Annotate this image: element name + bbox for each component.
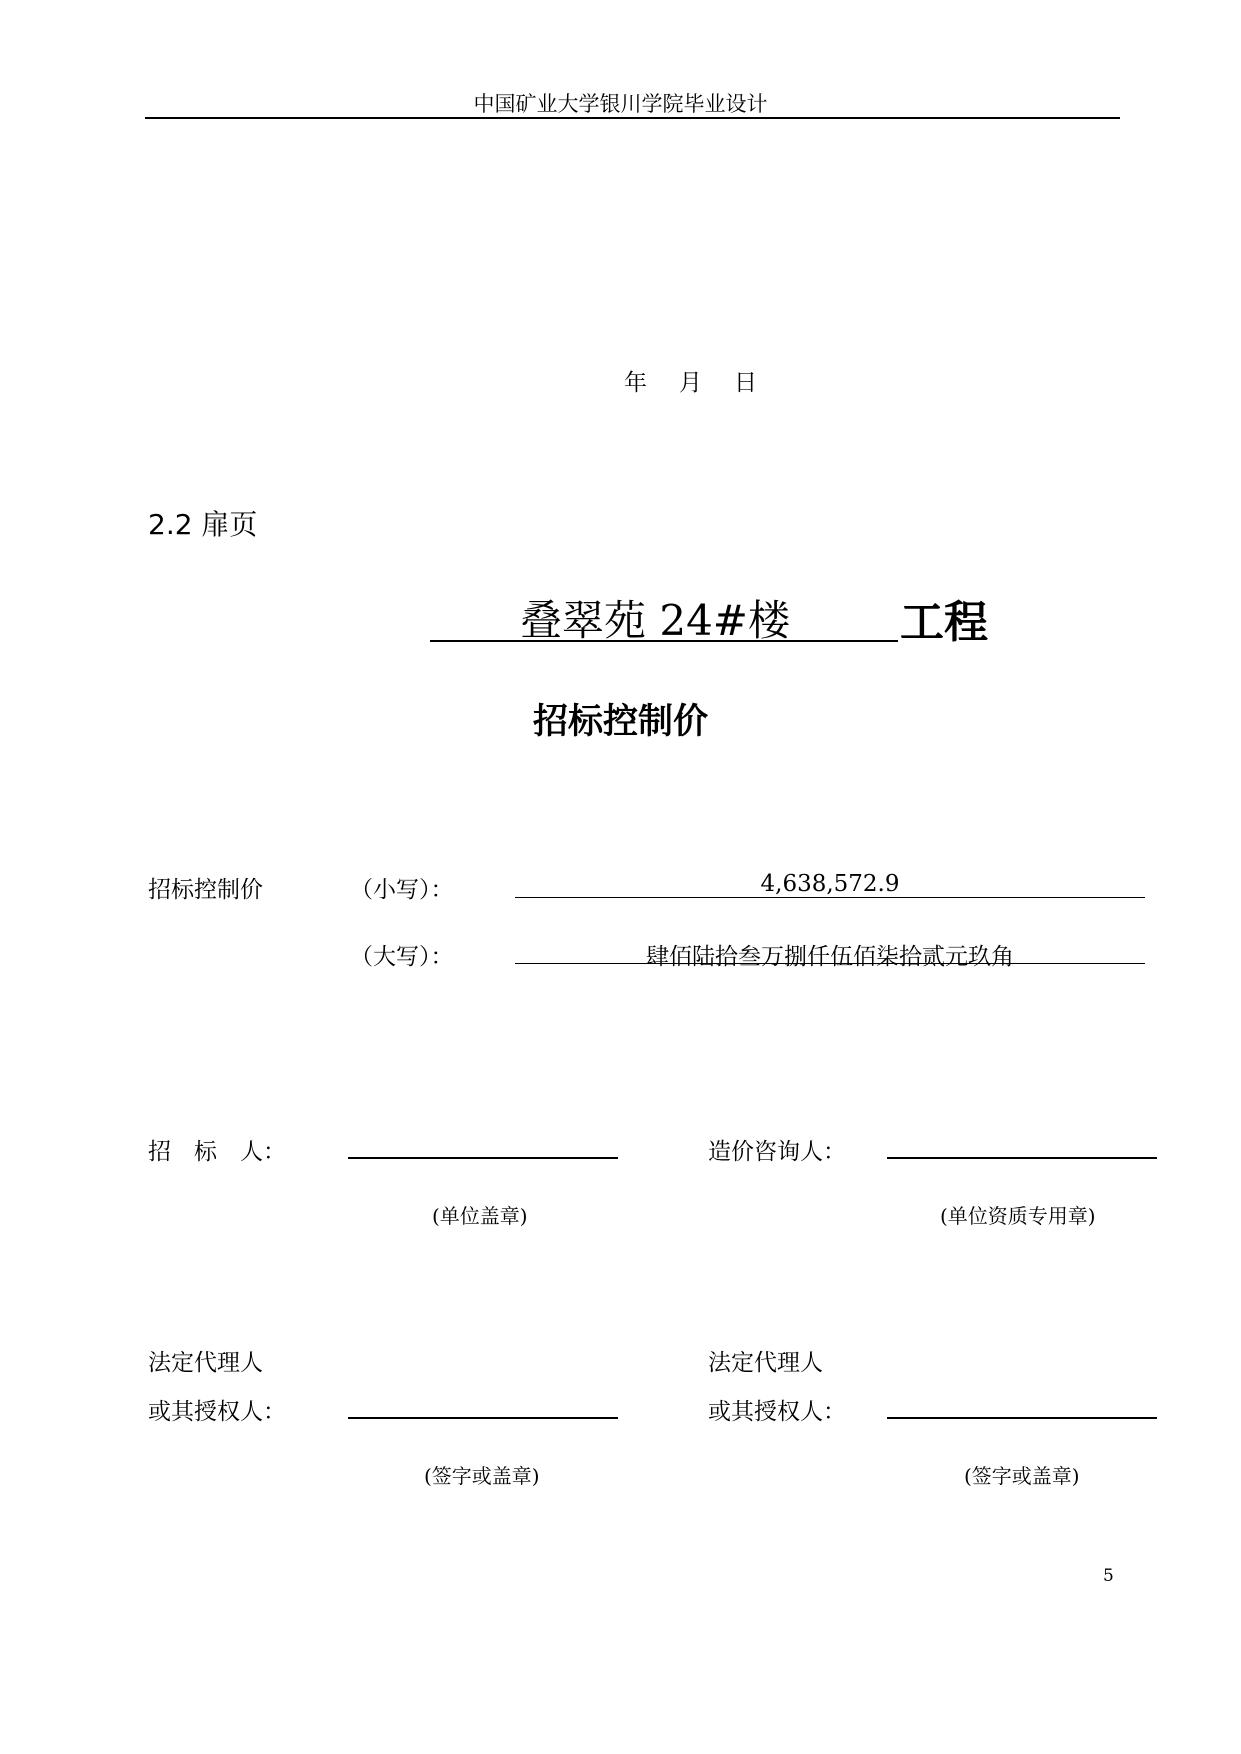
project-suffix: 工程 — [900, 597, 988, 648]
consultant-signature-line — [887, 1157, 1157, 1159]
price-small-value: 4,638,572.9 — [760, 871, 900, 897]
legal-rep-left-line2: 或其授权人： — [148, 1399, 286, 1425]
legal-rep-left-note: (签字或盖章) — [424, 1464, 540, 1488]
tenderer-label: 招 标 人： — [148, 1139, 286, 1165]
consultant-label: 造价咨询人： — [708, 1139, 846, 1165]
page-number: 5 — [1103, 1566, 1114, 1586]
legal-rep-right-line2: 或其授权人： — [708, 1399, 846, 1425]
price-large-underline — [515, 963, 1145, 964]
document-title: 招标控制价 — [532, 702, 708, 742]
date-line — [624, 364, 757, 397]
tenderer-signature-line — [348, 1157, 618, 1159]
legal-rep-left-line1: 法定代理人 — [148, 1350, 263, 1376]
legal-rep-right-signature-line — [887, 1417, 1157, 1419]
tenderer-note: (单位盖章) — [432, 1204, 528, 1228]
running-header: 中国矿业大学银川学院毕业设计 — [473, 92, 768, 116]
price-large-value: 肆佰陆拾叁万捌仟伍佰柒拾贰元玖角 — [646, 944, 1014, 970]
project-name-underline — [430, 640, 898, 642]
price-small-underline — [515, 897, 1145, 898]
section-heading: 2.2 扉页 — [148, 508, 258, 541]
header-rule — [145, 117, 1120, 119]
legal-rep-right-line1: 法定代理人 — [708, 1350, 823, 1376]
date-month: 月 — [679, 370, 702, 396]
date-year: 年 — [624, 370, 647, 396]
legal-rep-right-note: (签字或盖章) — [964, 1464, 1080, 1488]
price-label: 招标控制价 — [148, 877, 263, 903]
date-day: 日 — [734, 370, 757, 396]
price-large-label: （大写）： — [350, 944, 454, 970]
price-small-label: （小写）： — [350, 877, 454, 903]
consultant-note: (单位资质专用章) — [940, 1204, 1096, 1228]
legal-rep-left-signature-line — [348, 1417, 618, 1419]
project-name: 叠翠苑 24#楼 — [520, 596, 790, 645]
